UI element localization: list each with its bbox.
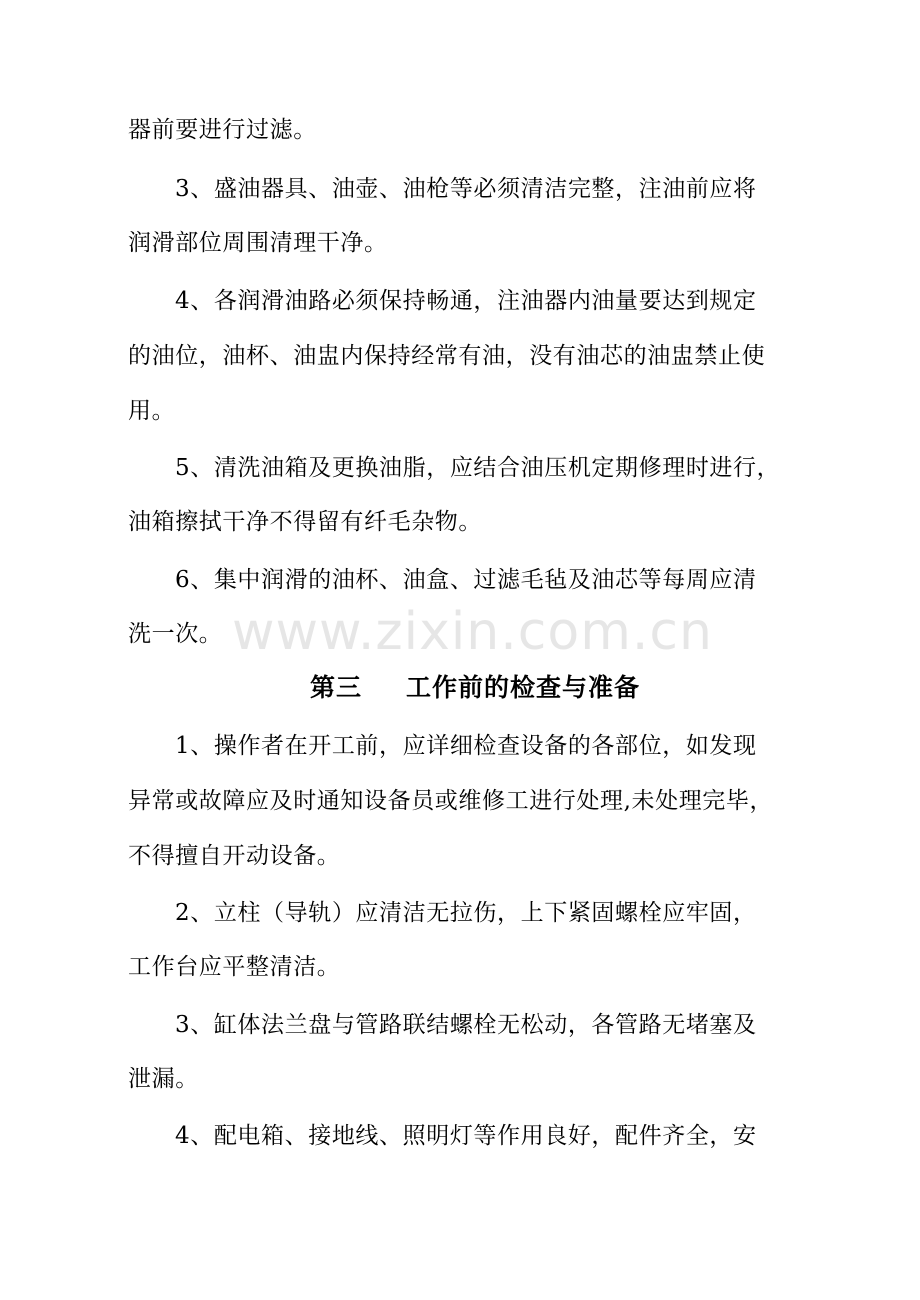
paragraph-line: 1、操作者在开工前，应详细检查设备的各部位，如发现 [175, 733, 757, 759]
paragraph-line: 4、配电箱、接地线、照明灯等作用良好，配件齐全，安 [175, 1123, 757, 1149]
section-heading-number: 第三 [310, 673, 363, 702]
paragraph-line: 的油位，油杯、油盅内保持经常有油，没有油芯的油盅禁止使 [128, 343, 766, 369]
paragraph-line: 用。 [128, 398, 176, 424]
paragraph-line: 泄漏。 [128, 1066, 199, 1092]
paragraph-line: 4、各润滑油路必须保持畅通，注油器内油量要达到规定 [175, 288, 757, 314]
section-heading [310, 673, 640, 703]
paragraph-line: 油箱擦拭干净不得留有纤毛杂物。 [128, 509, 482, 535]
paragraph-line: 2、立柱（导轨）应清洁无拉伤，上下紧固螺栓应牢固， [175, 900, 757, 926]
section-heading-title: 工作前的检查与准备 [406, 673, 641, 702]
paragraph-line: 3、缸体法兰盘与管路联结螺栓无松动，各管路无堵塞及 [175, 1012, 757, 1038]
paragraph-line: 6、集中润滑的油杯、油盒、过滤毛毡及油芯等每周应清 [175, 567, 757, 593]
paragraph-line: 异常或故障应及时通知设备员或维修工进行处理,未处理完毕， [128, 788, 774, 814]
watermark-text: www.zixin.com.cn [232, 602, 713, 662]
paragraph-line: 洗一次。 [128, 621, 223, 647]
paragraph-line: 工作台应平整清洁。 [128, 954, 341, 980]
paragraph-line: 器前要进行过滤。 [128, 117, 317, 143]
paragraph-line: 5、清洗油箱及更换油脂，应结合油压机定期修理时进行， [175, 455, 781, 481]
paragraph-line: 不得擅自开动设备。 [128, 843, 341, 869]
paragraph-line: 润滑部位周围清理干净。 [128, 230, 388, 256]
paragraph-line: 3、盛油器具、油壶、油枪等必须清洁完整，注油前应将 [175, 176, 757, 202]
